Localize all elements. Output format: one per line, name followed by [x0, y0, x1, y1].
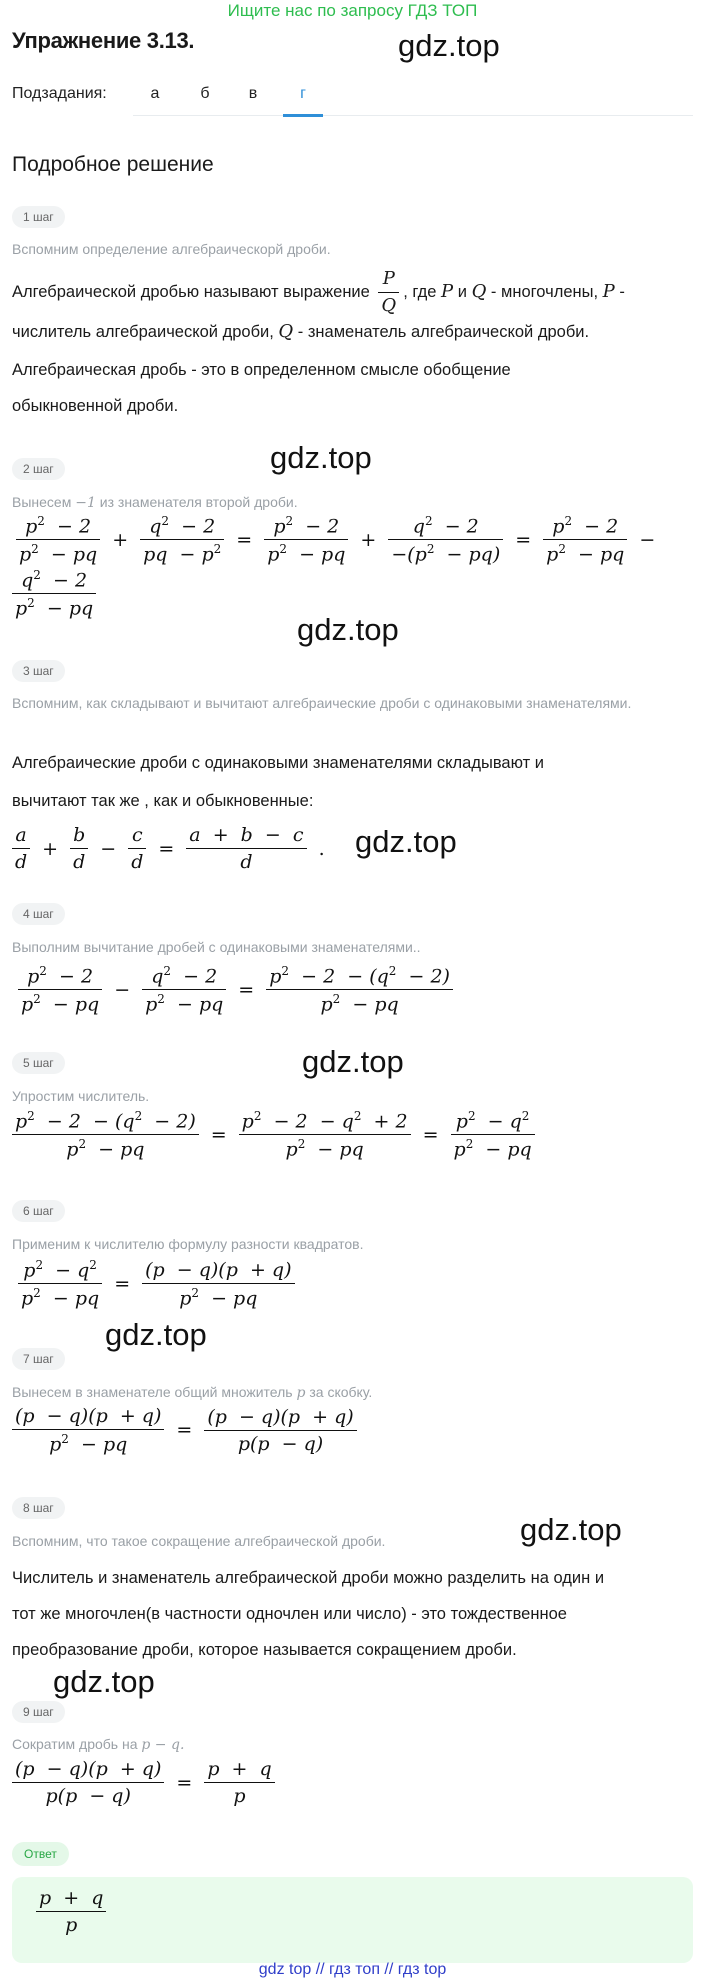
fraction-numerator: $p^2 - 2 - (q^2 - 2)$: [12, 1109, 199, 1135]
fraction-denominator: p(p − q): [45, 1785, 131, 1807]
math-variable: P: [441, 280, 454, 302]
math-variable: Q: [278, 321, 294, 342]
fraction: [142, 1259, 294, 1309]
fraction-numerator: $q^2 - 2$: [142, 964, 226, 990]
fraction: [142, 964, 226, 1016]
math-operator: =: [515, 528, 532, 551]
math-line: [8, 1109, 539, 1161]
math-line: [14, 964, 457, 1016]
subtasks-label: Подзадания:: [12, 85, 107, 102]
subtask-tabs: [133, 80, 693, 116]
fraction-denominator: d: [131, 851, 144, 873]
fraction: [543, 514, 627, 566]
fraction: [18, 964, 102, 1016]
active-tab-underline: [283, 114, 323, 117]
fraction-numerator: (p − q)(p + q): [204, 1406, 356, 1431]
fraction-numerator: (p − q)(p + q): [142, 1259, 294, 1284]
watermark: gdz.top: [302, 1044, 404, 1079]
fraction-denominator: p: [233, 1785, 246, 1807]
watermark: gdz.top: [297, 612, 399, 647]
fraction-numerator: $p^2 - 2$: [264, 514, 348, 540]
math-line: [12, 514, 663, 566]
fraction: [186, 824, 306, 873]
math-operator: +: [360, 528, 377, 551]
answer-box: [12, 1877, 693, 1963]
step-badge: 8 шаг: [12, 1497, 65, 1519]
fraction-numerator: a + b − c: [186, 824, 306, 849]
fraction-denominator: $p^2$ − pq: [19, 542, 98, 566]
fraction-denominator: p: [65, 1914, 78, 1936]
watermark: gdz.top: [398, 28, 500, 63]
fraction-numerator: $p^2 - 2 - q^2 + 2$: [239, 1109, 411, 1135]
tab-b[interactable]: б: [200, 85, 210, 102]
step-note: Применим к числителю формулу разности квадратов.: [12, 1236, 364, 1252]
fraction-numerator: b: [70, 824, 88, 849]
text-segment: -: [619, 282, 625, 301]
fraction-denominator: pq − $p^2$: [143, 542, 222, 566]
step-text: вычитают так же , как и обыкновенные:: [12, 792, 314, 810]
math-line: [14, 1258, 299, 1310]
step-note: [12, 492, 298, 513]
tab-a[interactable]: а: [150, 85, 160, 102]
note-text: Вынесем в знаменателе общий множитель: [12, 1384, 293, 1400]
step-text: обыкновенной дроби.: [12, 397, 179, 415]
fraction: [128, 824, 146, 873]
fraction: [388, 514, 503, 566]
fraction: [12, 1405, 164, 1455]
fraction: [18, 1258, 102, 1310]
text-segment: и: [457, 282, 467, 301]
step-note: Вспомним, как складывают и вычитают алгебраические дроби с одинаковыми знаменателями.: [12, 695, 632, 711]
math-line: [8, 1758, 279, 1807]
fraction-numerator: $p^2 - q^2$: [451, 1109, 535, 1135]
tab-v[interactable]: в: [248, 85, 258, 102]
fraction-denominator: $p^2$ − pq: [453, 1137, 532, 1161]
fraction: [140, 514, 224, 566]
note-math: −1: [75, 495, 96, 511]
text-segment: числитель алгебраической дроби,: [12, 323, 274, 341]
fraction-denominator: $p^2$ − pq: [21, 992, 100, 1016]
step-note: Вспомним, что такое сокращение алгебраической дроби.: [12, 1533, 386, 1549]
text-segment: - знаменатель алгебраической дроби.: [297, 323, 590, 341]
math-operator: −: [100, 837, 117, 860]
fraction-denominator: d: [73, 851, 86, 873]
math-operator: +: [112, 528, 129, 551]
section-title: Подробное решение: [12, 153, 214, 176]
footer-links[interactable]: gdz top // гдз топ // гдз top: [258, 1961, 447, 1978]
answer-math: [32, 1887, 110, 1936]
step-badge: 4 шаг: [12, 903, 65, 925]
step-badge: 1 шаг: [12, 206, 65, 228]
fraction-denominator: p(p − q): [237, 1432, 324, 1455]
fraction: [204, 1406, 356, 1455]
step-text: Алгебраическая дробь - это в определенном смысле обобщение: [12, 361, 511, 379]
fraction-numerator: c: [128, 824, 146, 849]
math-operator: =: [210, 1123, 227, 1146]
fraction-denominator: $p^2$ − pq: [546, 542, 625, 566]
fraction-denominator: $p^2$ − pq: [285, 1137, 364, 1161]
fraction-denominator: $p^2$ − pq: [267, 542, 346, 566]
fraction-numerator: $p^2 - 2$: [18, 964, 102, 990]
step-badge: 5 шаг: [12, 1052, 65, 1074]
fraction-numerator: (p − q)(p + q): [12, 1405, 164, 1430]
fraction-denominator: $p^2$ − pq: [66, 1137, 145, 1161]
math-operator: +: [42, 837, 59, 860]
fraction: [16, 514, 100, 566]
fraction-denominator: d: [240, 851, 253, 873]
math-operator: =: [236, 528, 253, 551]
fraction: [12, 568, 96, 620]
fraction-denominator: Q: [381, 295, 397, 316]
watermark: gdz.top: [53, 1664, 155, 1699]
fraction-denominator: $p^2$ − pq: [49, 1432, 128, 1456]
step-note: [12, 1734, 184, 1755]
math-line: [8, 1405, 361, 1455]
fraction-denominator: $-(p^2 - pq)$: [391, 542, 501, 566]
fraction-denominator: $p^2$ − pq: [320, 992, 399, 1016]
step-note: [12, 1382, 372, 1403]
watermark: gdz.top: [520, 1512, 622, 1547]
fraction-numerator: $q^2 - 2$: [388, 514, 503, 540]
fraction-denominator: $p^2$ − pq: [179, 1285, 258, 1309]
text-segment: - многочлены,: [490, 282, 599, 301]
watermark: gdz.top: [105, 1317, 207, 1352]
text-segment: , где: [403, 282, 437, 301]
fraction-numerator: p + q: [204, 1758, 274, 1783]
fraction: [239, 1109, 411, 1161]
fraction: [12, 824, 30, 873]
step-text: преобразование дроби, которое называется сокращением дроби.: [12, 1641, 517, 1659]
step-text: [12, 268, 692, 317]
fraction: [378, 268, 399, 317]
step-text: Числитель и знаменатель алгебраической дроби можно разделить на один и: [12, 1569, 605, 1587]
math-line: [8, 824, 333, 873]
step-text: тот же многочлен(в частности одночлен или число) - это тождественное: [12, 1605, 567, 1623]
tab-g[interactable]: г: [300, 85, 306, 102]
math-operator: =: [176, 1771, 193, 1794]
math-operator: =: [176, 1419, 193, 1442]
fraction-numerator: (p − q)(p + q): [12, 1758, 164, 1783]
fraction: [264, 514, 348, 566]
fraction-denominator: d: [15, 851, 28, 873]
fraction-denominator: $p^2$ − pq: [145, 992, 224, 1016]
math-operator: =: [238, 978, 255, 1001]
step-badge: 6 шаг: [12, 1200, 65, 1222]
step-badge: 3 шаг: [12, 660, 65, 682]
fraction: [451, 1109, 535, 1161]
fraction-numerator: a: [12, 824, 30, 849]
search-banner: Ищите нас по запросу ГДЗ ТОП: [227, 1, 478, 20]
watermark: gdz.top: [355, 824, 457, 859]
fraction-numerator: $p^2 - q^2$: [18, 1258, 102, 1284]
note-text: Сократим дробь на: [12, 1736, 138, 1752]
answer-badge: Ответ: [12, 1842, 69, 1866]
fraction: [266, 964, 453, 1016]
step-text: Алгебраические дроби с одинаковыми знаменателями складывают и: [12, 754, 544, 772]
step-badge: 2 шаг: [12, 458, 65, 480]
math-variable: Q: [471, 280, 487, 302]
fraction-numerator: $p^2 - 2 - (q^2 - 2)$: [266, 964, 453, 990]
fraction-numerator: $p^2 - 2$: [16, 514, 100, 540]
page-title: Упражнение 3.13.: [12, 28, 195, 53]
fraction: [70, 824, 88, 873]
fraction-numerator: $q^2 - 2$: [12, 568, 96, 594]
math-operator: .: [318, 837, 325, 860]
math-line: [8, 568, 100, 620]
math-operator: =: [422, 1123, 439, 1146]
fraction: [12, 1109, 199, 1161]
math-operator: −: [639, 528, 656, 551]
step-badge: 7 шаг: [12, 1348, 65, 1370]
note-math: p − q.: [141, 1737, 185, 1753]
math-operator: −: [114, 978, 131, 1001]
text-segment: Алгебраической дробью называют выражение: [12, 282, 370, 301]
note-text: за скобку.: [309, 1384, 373, 1400]
fraction-numerator: $q^2 - 2$: [140, 514, 224, 540]
note-math: p: [296, 1385, 306, 1401]
step-text: [12, 313, 692, 351]
step-note: Упростим числитель.: [12, 1088, 150, 1104]
note-text: Вынесем: [12, 494, 72, 510]
step-badge: 9 шаг: [12, 1701, 65, 1723]
fraction: [204, 1758, 274, 1807]
fraction-numerator: P: [378, 268, 399, 293]
step-note: Вспомним определение алгебраическорй дроби.: [12, 241, 331, 257]
fraction-denominator: $p^2$ − pq: [15, 596, 94, 620]
fraction-denominator: $p^2$ − pq: [21, 1286, 100, 1310]
watermark: gdz.top: [270, 440, 372, 475]
math-variable: P: [602, 280, 615, 302]
math-operator: =: [114, 1272, 131, 1295]
fraction: [12, 1758, 164, 1807]
step-note: Выполним вычитание дробей с одинаковыми знаменателями..: [12, 939, 421, 955]
math-operator: =: [158, 837, 175, 860]
fraction: [36, 1887, 106, 1936]
fraction-numerator: $p^2 - 2$: [543, 514, 627, 540]
note-text: из знаменателя второй дроби.: [99, 494, 298, 510]
fraction-numerator: p + q: [36, 1887, 106, 1912]
